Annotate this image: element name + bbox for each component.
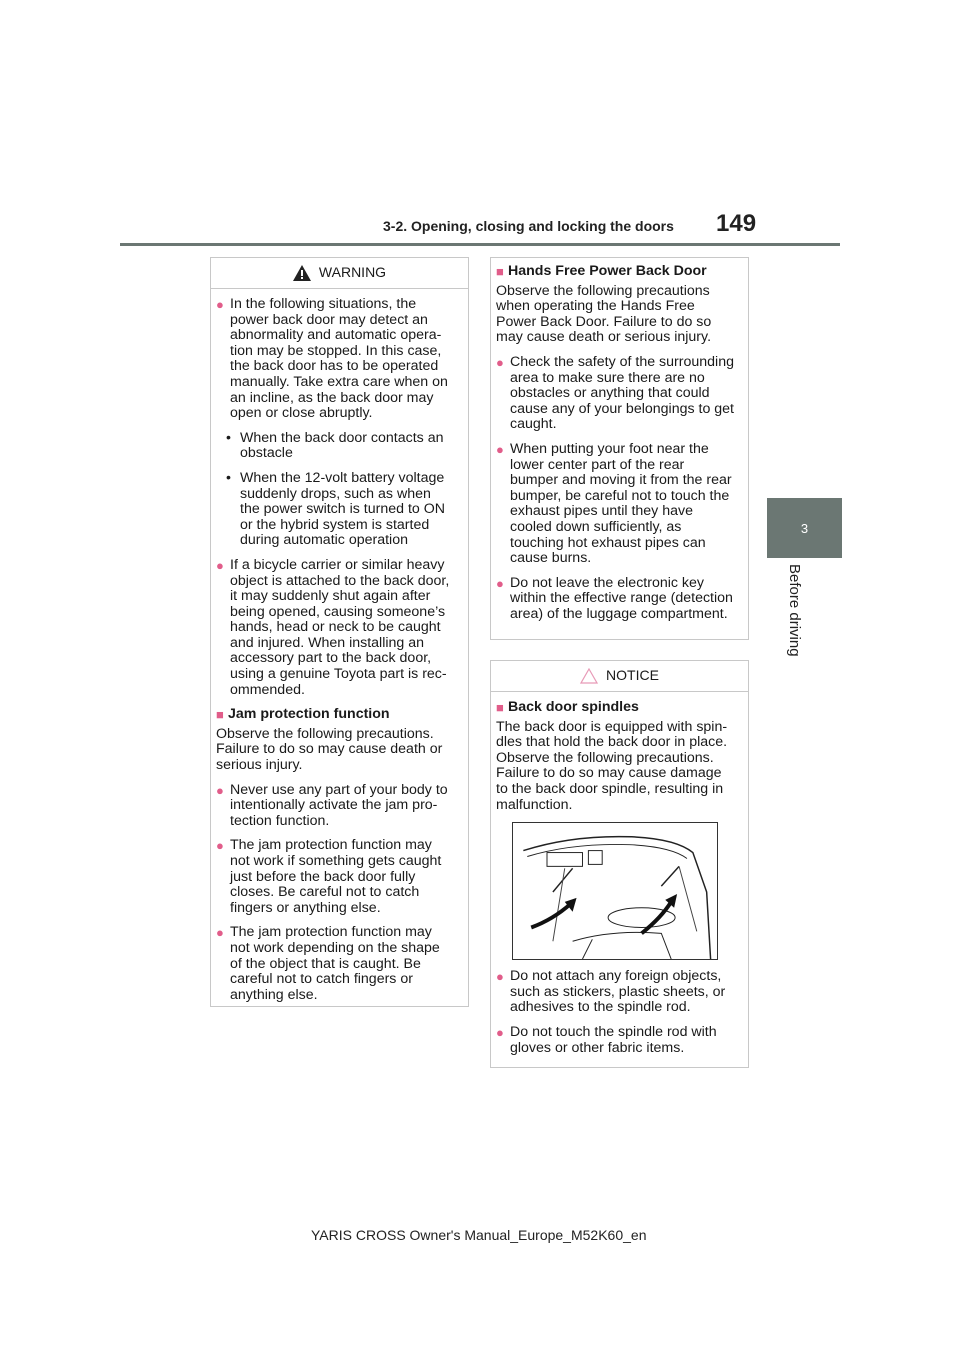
bullet-icon: ● — [216, 297, 224, 312]
list-item-text: Do not touch the spindle rod with gloves or other fabric items. — [510, 1023, 717, 1056]
warning-heading: WARNING — [318, 264, 387, 281]
paragraph: Observe the following precautions when operating the Hands Free Power Back Door. Failure to do so may cause death or serious injury. — [496, 282, 712, 346]
list-item-text: Do not leave the electronic key within the effective range (detection area) of the luggage compartment. — [510, 574, 733, 622]
list-item-text: Do not attach any foreign objects, such as stickers, plastic sheets, or adhesives to the spindle rod. — [510, 968, 726, 1016]
list-item — [496, 355, 734, 433]
subsection-title-text: Jam protection function — [228, 706, 390, 723]
bullet-icon: ● — [496, 1024, 504, 1040]
list-item — [216, 838, 454, 916]
sub-list-item — [226, 431, 454, 462]
page-number: 149 — [716, 210, 757, 237]
warning-header — [211, 258, 468, 289]
sub-bullet-icon: • — [226, 469, 231, 486]
subsection-title — [496, 700, 734, 716]
sub-list-item — [226, 471, 454, 549]
paragraph: The back door is equipped with spin-dles that hold the back door in place. Observe the following precautions. Failure to do so may cause damage to the back door spindle, resulting in malfunction. — [496, 718, 728, 813]
subsection-title-text: Hands Free Power Back Door — [508, 263, 707, 279]
list-item — [216, 783, 454, 830]
warning-triangle-icon — [293, 265, 311, 281]
warning-box — [210, 257, 469, 1007]
list-item — [216, 297, 454, 422]
notice-header — [491, 661, 748, 692]
chapter-number: 3 — [800, 520, 809, 536]
list-item — [496, 576, 734, 623]
notice-body — [491, 692, 748, 1071]
notice-heading: NOTICE — [606, 667, 659, 684]
bullet-icon: ● — [496, 441, 504, 457]
list-item — [496, 969, 734, 1016]
subsection-title-text: Back door spindles — [508, 699, 639, 715]
list-item — [496, 442, 734, 567]
list-item-text: In the following situations, the power back door may detect an abnormality and automatic opera-tion may be stopped. In this case, the back door has to be operated manually. Take extra care when on an incline, as the back door may open or close abruptly. — [230, 296, 448, 422]
header-divider — [120, 243, 840, 246]
bullet-icon: ● — [216, 782, 224, 798]
square-bullet-icon: ■ — [216, 707, 224, 723]
list-item — [496, 1025, 734, 1056]
bullet-icon: ● — [216, 838, 224, 854]
warning-body — [211, 289, 468, 1018]
chapter-label: Before driving — [786, 564, 803, 657]
square-bullet-icon: ■ — [496, 700, 504, 715]
sub-list-item-text: When the back door contacts an obstacle — [240, 429, 444, 462]
list-item-text: Check the safety of the surrounding area to make sure there are no obstacles or anything that could cause any of your belongings to get caught. — [510, 353, 735, 433]
paragraph: Observe the following precautions. Failure to do so may cause death or serious injury. — [216, 725, 443, 774]
hands-free-body — [491, 258, 748, 637]
list-item-text: When putting your foot near the lower center part of the rear bumper and moving it from the rear bumper, be careful not to touch the exhaust pipes until they have cooled down sufficiently, as touching hot exhaust pipes can cause burns. — [510, 440, 732, 567]
notice-box — [490, 660, 749, 1068]
chapter-label-wrap — [785, 564, 805, 674]
subsection-title — [496, 264, 734, 280]
notice-triangle-icon — [580, 668, 598, 684]
sub-list-item-text: When the 12-volt battery voltage suddenly drops, such as when the power switch is turned to ON or the hybrid system is started during automatic operation — [240, 469, 446, 549]
square-bullet-icon: ■ — [496, 264, 504, 279]
bullet-icon: ● — [496, 575, 504, 591]
footer-text: YARIS CROSS Owner's Manual_Europe_M52K60_en — [311, 1227, 647, 1243]
list-item — [216, 558, 454, 698]
bullet-icon: ● — [216, 925, 224, 941]
bullet-icon: ● — [216, 557, 224, 573]
list-item-text: Never use any part of your body to intentionally activate the jam pro-tection function. — [230, 781, 448, 829]
chapter-tab — [767, 498, 842, 558]
list-item-text: If a bicycle carrier or similar heavy object is attached to the back door, it may suddenly shut again after being opened, causing someone’s hands, head or neck to be caught and injured. When installing an accessory part to the back door, using a genuine Toyota part is rec-ommended. — [230, 556, 450, 698]
list-item-text: The jam protection function may not work if something gets caught just before the back door fully closes. Be careful not to catch fingers or anything else. — [230, 837, 442, 916]
subsection-title — [216, 707, 454, 723]
sub-bullet-icon: • — [226, 429, 231, 446]
bullet-icon: ● — [496, 354, 504, 370]
back-door-spindle-illustration — [512, 822, 718, 960]
list-item-text: The jam protection function may not work depending on the shape of the object that is caught. Be careful not to catch fingers or anything else. — [230, 924, 440, 1003]
bullet-icon: ● — [496, 969, 504, 985]
section-title: 3-2. Opening, closing and locking the doors — [383, 218, 674, 234]
list-item — [216, 925, 454, 1003]
hands-free-box — [490, 257, 749, 640]
